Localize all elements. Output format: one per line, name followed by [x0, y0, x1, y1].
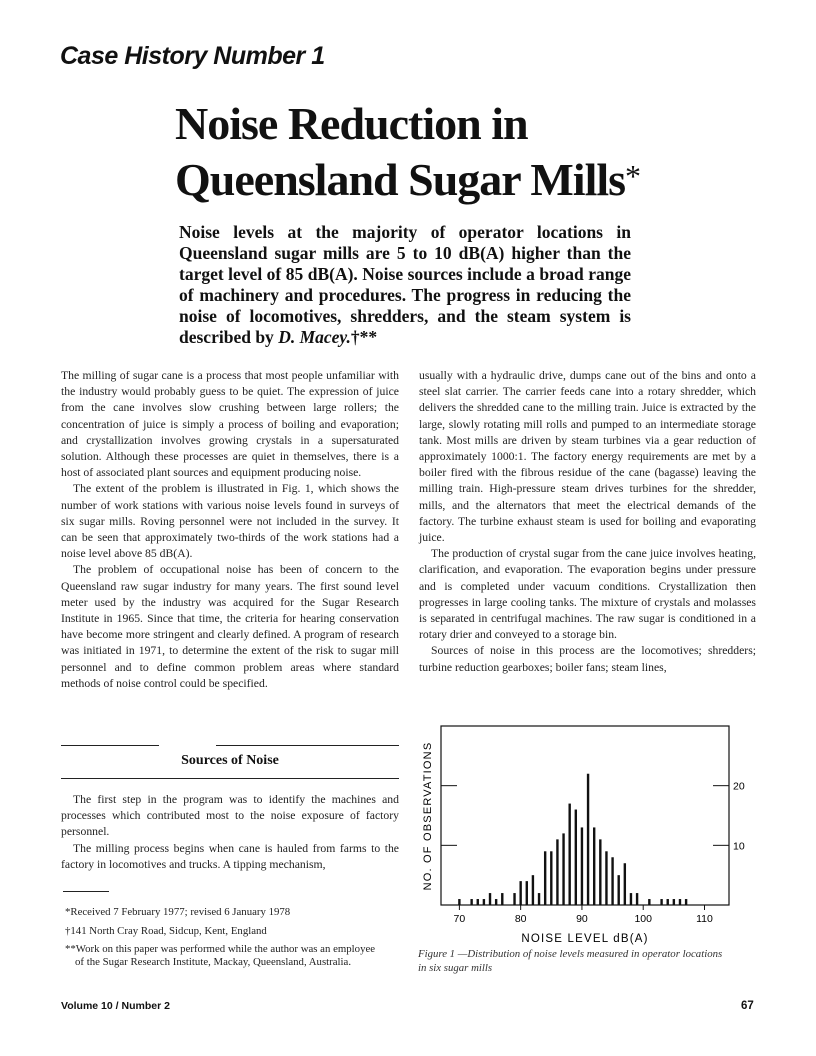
footnote-received: *Received 7 February 1977; revised 6 January 1978	[65, 906, 291, 918]
bar-88	[568, 804, 570, 905]
bar-89	[575, 810, 577, 905]
caption-line-1: Figure 1 —Distribution of noise levels measured in operator locations	[418, 948, 723, 960]
abstract	[179, 222, 631, 348]
bar-92	[593, 827, 595, 905]
page-number: 67	[741, 1000, 754, 1012]
bar-81	[526, 881, 528, 905]
title-line-2: Queensland Sugar Mills	[175, 154, 626, 205]
body-column-right	[419, 368, 756, 676]
x-axis-label: NOISE LEVEL dB(A)	[521, 933, 649, 945]
chart-axes	[441, 781, 745, 925]
bar-96	[618, 875, 620, 905]
section-rule-left	[61, 745, 159, 746]
bar-105	[673, 899, 675, 905]
paragraph: Sources of noise in this process are the locomotives; shredders; turbine reduction gearboxes; boiler fans; steam lines,	[419, 644, 756, 674]
bar-104	[667, 899, 669, 905]
bar-75	[489, 893, 491, 905]
x-tick-label: 80	[514, 913, 527, 925]
bar-76	[495, 899, 497, 905]
y-tick-label: 20	[733, 780, 745, 793]
paragraph: The extent of the problem is illustrated in Fig. 1, which shows the number of work stations with various noise levels found in surveys of six sugar mills. Roving personnel were not included in the survey. It can be seen that approximately two-thirds of the work stations had a noise level above 85 dB(A).	[61, 482, 399, 561]
bar-101	[648, 899, 650, 905]
bar-72	[470, 899, 472, 905]
volume-info: Volume 10 / Number 2	[61, 1000, 170, 1012]
x-tick-label: 100	[634, 913, 652, 925]
bar-103	[660, 899, 662, 905]
caption-line-2: in six sugar mills	[418, 961, 493, 974]
abstract-text: Noise levels at the majority of operator locations in Queensland sugar mills are 5 to 10 dB(A) higher than the target level of 85 dB(A). Noise sources include a broad range of machinery and procedures. The progress in reducing the noise of locomotives, shredders, and the steam system is described by	[179, 222, 631, 347]
bar-73	[477, 899, 479, 905]
paragraph: The milling of sugar cane is a process that most people unfamiliar with the industry would probably guess to be quiet. The expression of juice from the cane involves slow crushing between large rollers; the concentration of juice is simply a process of boiling and evaporation; and crystallization involves growing crystals in a supersaturated solution. Although these processes are quiet in themselves, there is a host of associated plant sources and equipment producing noise.	[61, 369, 399, 480]
section-heading: Sources of Noise	[181, 753, 279, 768]
footnote-employer-line-2: of the Sugar Research Institute, Mackay, Queensland, Australia.	[75, 956, 352, 968]
bar-93	[599, 839, 601, 905]
bar-77	[501, 893, 503, 905]
title-footnote-mark: *	[625, 158, 641, 194]
bar-106	[679, 899, 681, 905]
paragraph: The production of crystal sugar from the cane juice involves heating, clarification, and evaporation. The evaporation begins under pressure and is completed under vacuum conditions. Crystallization then progresses in large cooling tanks. The mixture of crystals and molasses is separated in centrifugal machines. The raw sugar is conditioned in a rotary drier and conveyed to a storage bin.	[419, 547, 756, 642]
bar-82	[532, 875, 534, 905]
bar-97	[624, 863, 626, 905]
bar-98	[630, 893, 632, 905]
bar-74	[483, 899, 485, 905]
noise-distribution-chart	[405, 720, 765, 945]
y-tick-label: 10	[733, 840, 745, 853]
author-name: D. Macey.	[278, 327, 351, 347]
bar-70	[458, 899, 460, 905]
case-history-label: Case History Number 1	[60, 42, 325, 70]
bar-99	[636, 893, 638, 905]
paragraph: The first step in the program was to identify the machines and processes which contributed most to the noise exposure of factory personnel.	[61, 793, 399, 839]
bar-90	[581, 827, 583, 905]
bar-86	[556, 839, 558, 905]
bar-79	[513, 893, 515, 905]
bar-107	[685, 899, 687, 905]
footnote-rule	[63, 891, 109, 892]
article-title	[175, 96, 735, 208]
bar-83	[538, 893, 540, 905]
paragraph: The milling process begins when cane is hauled from farms to the factory in locomotives and trucks. A tipping mechanism,	[61, 841, 399, 871]
footnote-employer-line-1: **Work on this paper was performed while the author was an employee	[65, 943, 376, 955]
chart-bars	[458, 774, 687, 905]
section-rule-bottom	[61, 778, 399, 779]
bar-87	[562, 833, 564, 905]
plot-frame	[441, 726, 729, 905]
bar-80	[519, 881, 521, 905]
x-tick-label: 110	[696, 913, 713, 925]
x-tick-label: 90	[576, 913, 588, 925]
footnote-address: †141 North Cray Road, Sidcup, Kent, England	[65, 925, 267, 937]
figure-caption	[418, 948, 763, 975]
bar-84	[544, 851, 546, 905]
bar-95	[611, 857, 613, 905]
bar-85	[550, 851, 552, 905]
bar-91	[587, 774, 589, 905]
title-line-1: Noise Reduction in	[175, 98, 528, 149]
bar-94	[605, 851, 607, 905]
body-column-left-continued	[61, 792, 399, 873]
paragraph: usually with a hydraulic drive, dumps cane out of the bins and onto a steel slat carrier. The carrier feeds cane into a rotary shredder, which delivers the shredded cane to the milling train. Juice is extracted by the large, slowly rotating mill rolls and pumped to an intermediate storage tank. Most mills are driven by steam turbines via a gear reduction of approximately 1000:1. The factory energy requirements are met by a boiler fired with the fibrous residue of the cane (bagasse) leaving the milling train. High-pressure steam drives turbines for the shredder, mills, and the alternators that meet the electrical demands of the factory. The turbine exhaust steam is used for boiling and evaporating juice.	[419, 369, 756, 545]
author-marks: †**	[350, 327, 378, 347]
section-rule-right	[216, 745, 399, 746]
body-column-left	[61, 368, 399, 692]
paragraph: The problem of occupational noise has been of concern to the Queensland raw sugar industry for many years. The first sound level meter used by the industry was acquired for the Sugar Research Institute in 1965. Since that time, the criteria for hearing conservation have become more stringent and clearly defined. A program of research was initiated in 1971, to determine the extent of the risk to sugar mill personnel and to define common problem areas where standard methods of noise control could be specified.	[61, 563, 399, 690]
y-axis-label: NO. OF OBSERVATIONS	[422, 741, 434, 891]
x-tick-label: 70	[453, 913, 466, 925]
